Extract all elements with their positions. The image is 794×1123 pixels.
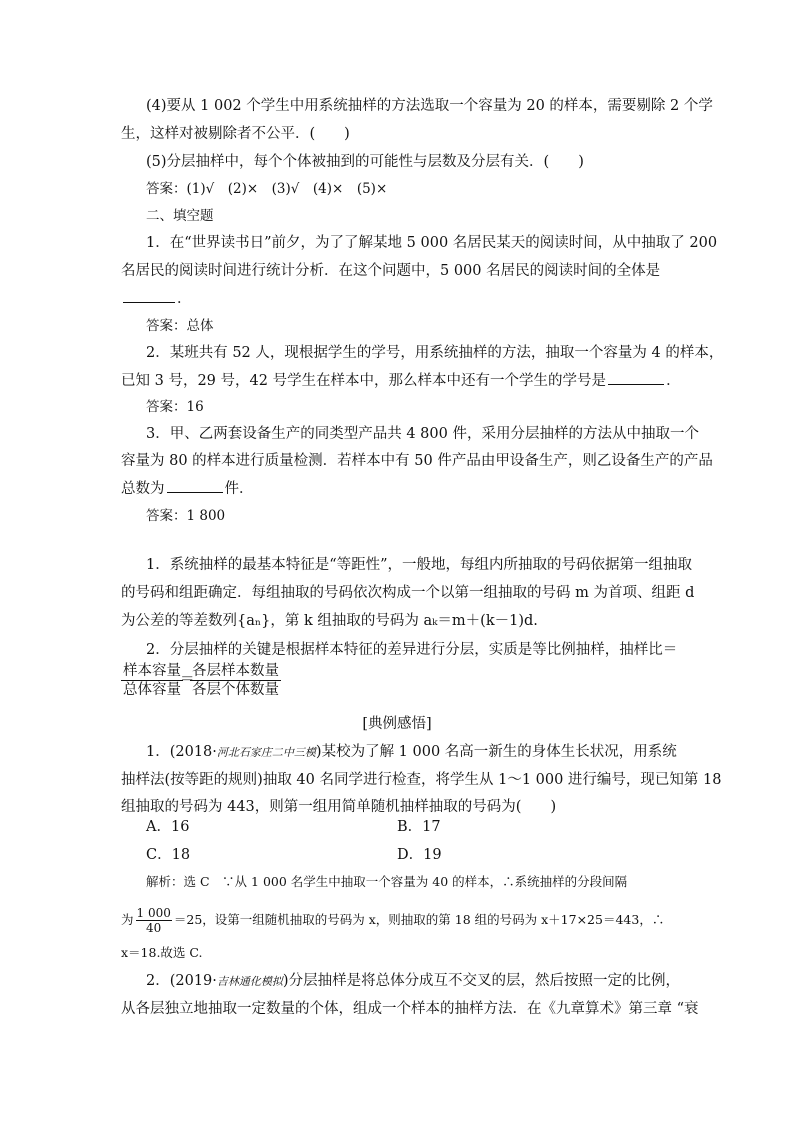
- summary-1-line-1: 1．系统抽样的最基本特征是“等距性”，一般地，每组内所抽取的号码依据第一组抽取: [146, 557, 693, 573]
- sampling-ratio-fraction-1: 样本容量 总体容量: [123, 663, 181, 698]
- question-4-line-1: (4)要从 1 002 个学生中用系统抽样的方法选取一个容量为 20 的样本，需要剔除 2 个学: [146, 98, 713, 114]
- summary-1-line-3: 为公差的等差数列{aₙ}，第 k 组抽取的号码为 aₖ＝m＋(k－1)d.: [121, 613, 538, 629]
- fill-question-1-line-3: ．: [121, 288, 192, 309]
- fraction-equals-sign: ＝: [180, 672, 195, 688]
- fill-question-3-line-3: 总数为 件．: [121, 478, 254, 499]
- fill-question-3-line-1: 3．甲、乙两套设备生产的同类型产品共 4 800 件，采用分层抽样的方法从中抽取一个: [146, 426, 699, 442]
- section-title-fill-in: 二、填空题: [146, 208, 214, 224]
- example-1-solution-line-3: x＝18.故选 C.: [121, 945, 203, 960]
- fill-question-2-line-1: 2．某班共有 52 人，现根据学生的学号，用系统抽样的方法，抽取一个容量为 4 的样本，: [146, 345, 724, 361]
- answer-blank[interactable]: [123, 288, 175, 303]
- example-2-line-1: 2．(2019·吉林通化模拟)分层抽样是将总体分成互不交叉的层，然后按照一定的比例，: [146, 973, 681, 989]
- fill-question-1-line-1: 1．在“世界读书日”前夕，为了了解某地 5 000 名居民某天的阅读时间，从中抽取了 200: [146, 235, 718, 251]
- example-1-line-1: 1．(2018·河北石家庄二中三模)某校为了解 1 000 名高一新生的身体生长状况，用系统: [146, 744, 677, 760]
- example-section-header: [典例感悟]: [362, 716, 432, 732]
- fill-question-2-line-2: 已知 3 号，29 号，42 号学生在样本中，那么样本中还有一个学生的学号是 ．: [121, 370, 681, 391]
- question-5: (5)分层抽样中，每个个体被抽到的可能性与层数及分层有关．( ): [146, 154, 584, 170]
- answer-blank[interactable]: [608, 370, 664, 385]
- summary-2-line-1: 2．分层抽样的关键是根据样本特征的差异进行分层，实质是等比例抽样，抽样比＝: [146, 642, 678, 658]
- example-1-solution-line-2: 为 $\frac{1 000}{40}$ ＝25，设第一组随机抽取的号码为 x，则抽取的第 18 组的号码为 x＋17×25＝443，∴: [121, 906, 665, 935]
- fill-question-1-answer: 答案：总体: [146, 318, 214, 334]
- example-1-source: 河北石家庄二中三模: [216, 746, 316, 759]
- sampling-ratio-fraction-2: 各层样本数量 各层个体数量: [192, 663, 279, 698]
- option-c[interactable]: C．18: [146, 847, 191, 863]
- example-1-line-2: 抽样法(按等距的规则)抽取 40 名同学进行检查，将学生从 1～1 000 进行编号，现已知第 18: [121, 772, 722, 788]
- option-b[interactable]: B．17: [397, 819, 441, 835]
- fill-question-2-answer: 答案：16: [146, 399, 204, 415]
- fill-question-3-answer: 答案：1 800: [146, 508, 226, 524]
- true-false-answers: 答案：(1)√ (2)× (3)√ (4)× (5)×: [146, 181, 388, 197]
- option-d[interactable]: D．19: [397, 847, 442, 863]
- example-2-source: 吉林通化模拟: [216, 975, 283, 988]
- option-a[interactable]: A．16: [146, 819, 190, 835]
- summary-1-line-2: 的号码和组距确定．每组抽取的号码依次构成一个以第一组抽取的号码 m 为首项、组距 d: [121, 585, 695, 601]
- fill-question-1-line-2: 名居民的阅读时间进行统计分析．在这个问题中，5 000 名居民的阅读时间的全体是: [121, 263, 661, 279]
- example-1-solution-line-1: 解析：选 C ∵从 1 000 名学生中抽取一个容量为 40 的样本，∴系统抽样的分段间隔: [146, 874, 628, 889]
- answer-blank[interactable]: [167, 478, 223, 493]
- fill-question-3-line-2: 容量为 80 的样本进行质量检测．若样本中有 50 件产品由甲设备生产，则乙设备生产的产品: [121, 453, 713, 469]
- interval-fraction: $\frac{1 000}{40}$: [136, 906, 171, 935]
- example-2-line-2: 从各层独立地抽取一定数量的个体，组成一个样本的抽样方法．在《九章算术》第三章 “衰: [121, 1001, 699, 1017]
- example-1-line-3: 组抽取的号码为 443，则第一组用简单随机抽样抽取的号码为( ): [121, 799, 557, 815]
- question-4-line-2: 生，这样对被剔除者不公平．( ): [121, 126, 350, 142]
